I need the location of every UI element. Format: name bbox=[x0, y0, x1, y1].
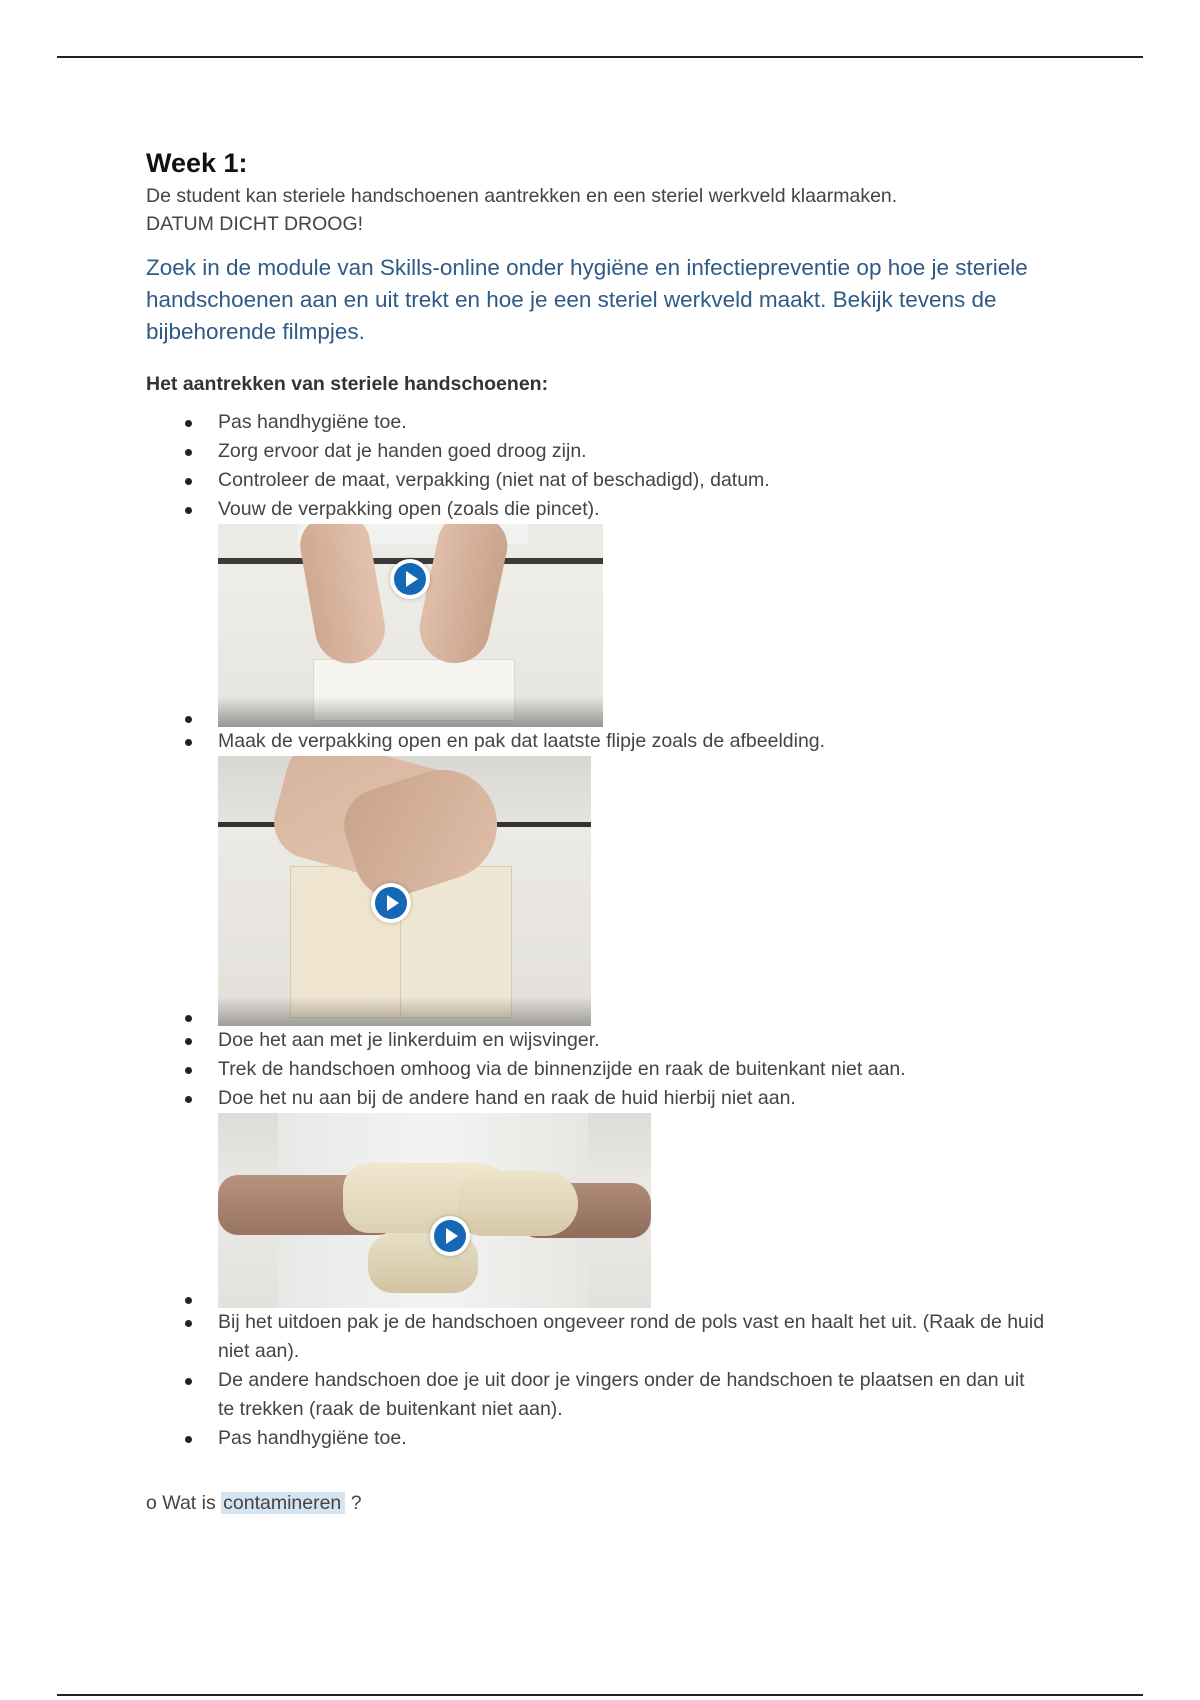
date-note: DATUM DICHT DROOG! bbox=[146, 213, 364, 235]
video-unfold-packaging[interactable] bbox=[218, 524, 603, 727]
play-icon[interactable] bbox=[390, 559, 430, 599]
list-item: Doe het nu aan bij de andere hand en raak de huid hierbij niet aan. bbox=[146, 1084, 1046, 1113]
list-item: Trek de handschoen omhoog via de binnenzijde en raak de buitenkant niet aan. bbox=[146, 1055, 1046, 1084]
video-open-packaging[interactable] bbox=[218, 756, 591, 1026]
list-item: Pas handhygiëne toe. bbox=[146, 408, 1046, 437]
question bbox=[146, 1489, 1046, 1517]
header-rule bbox=[57, 56, 1143, 58]
video-put-on-glove[interactable] bbox=[218, 1113, 651, 1308]
question-suffix: ? bbox=[345, 1492, 362, 1514]
question-prefix: o Wat is bbox=[146, 1492, 222, 1514]
highlighted-term: contamineren bbox=[221, 1492, 345, 1514]
video-frame-shade bbox=[218, 697, 603, 727]
list-item: Controleer de maat, verpakking (niet nat of beschadigd), datum. bbox=[146, 466, 1046, 495]
list-item-video bbox=[146, 524, 1046, 727]
learning-goal: De student kan steriele handschoenen aantrekken en een steriel werkveld klaarmaken. bbox=[146, 185, 898, 207]
list-item: Bij het uitdoen pak je de handschoen ongeveer rond de pols vast en haalt het uit. (Raak de huid niet aan). bbox=[146, 1308, 1046, 1366]
play-icon[interactable] bbox=[371, 883, 411, 923]
instruction-text: Zoek in de module van Skills-online onder hygiëne en infectiepreventie op hoe je steriele handschoenen aan en uit trekt en hoe je een steriel werkveld maakt. Bekijk tevens de bijbehorende filmpjes. bbox=[146, 255, 1028, 344]
list-item: Doe het aan met je linkerduim en wijsvinger. bbox=[146, 1026, 1046, 1055]
play-icon[interactable] bbox=[430, 1216, 470, 1256]
video-frame-glove bbox=[458, 1171, 578, 1236]
list-item: Vouw de verpakking open (zoals die pincet). bbox=[146, 495, 1046, 524]
list-item: Zorg ervoor dat je handen goed droog zijn. bbox=[146, 437, 1046, 466]
list-item: Pas handhygiëne toe. bbox=[146, 1424, 1046, 1453]
steps-list bbox=[146, 408, 1046, 1453]
video-frame-shade bbox=[218, 996, 591, 1026]
list-item: De andere handschoen doe je uit door je vingers onder de handschoen te plaatsen en dan uit te trekken (raak de buitenkant niet aan). bbox=[146, 1366, 1046, 1424]
footer-rule bbox=[57, 1694, 1143, 1696]
week-title: Week 1: bbox=[146, 148, 248, 178]
list-item-video bbox=[146, 756, 1046, 1026]
list-item: Maak de verpakking open en pak dat laatste flipje zoals de afbeelding. bbox=[146, 727, 1046, 756]
document-body bbox=[146, 146, 1046, 1517]
section-heading: Het aantrekken van steriele handschoenen: bbox=[146, 373, 549, 395]
list-item-video bbox=[146, 1113, 1046, 1308]
